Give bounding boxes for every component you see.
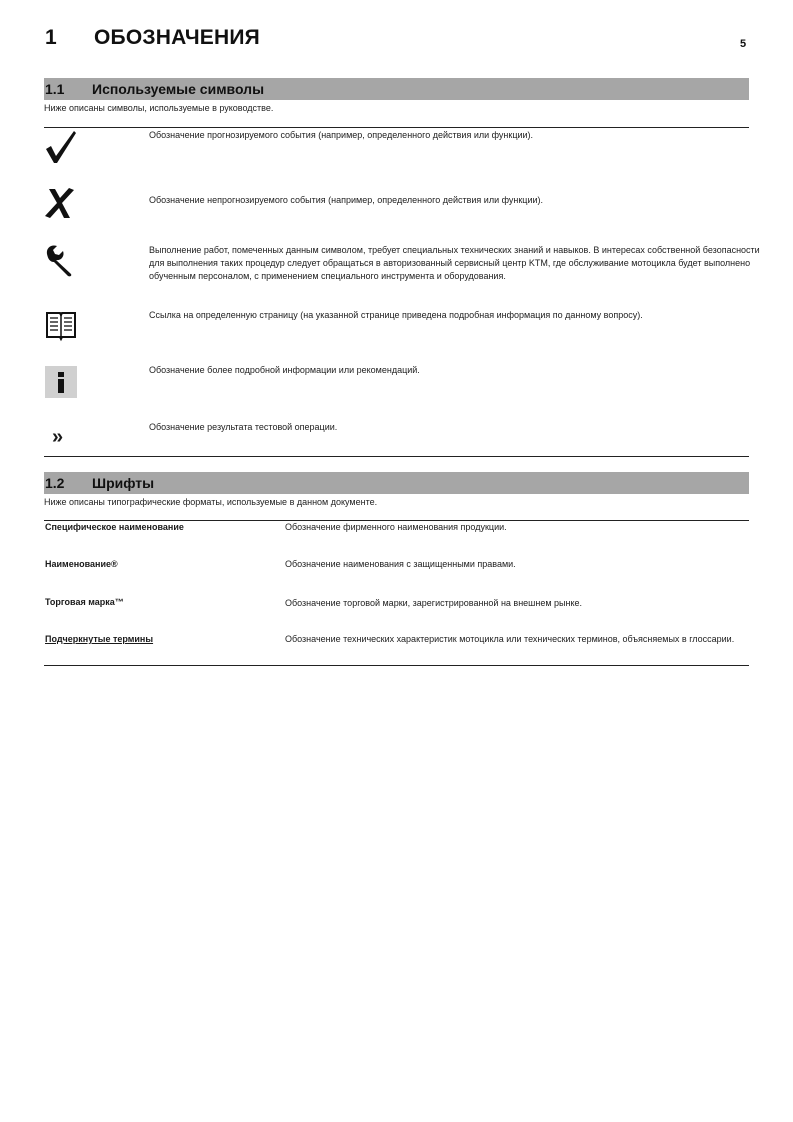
symbol-description: Обозначение прогнозируемого события (например, определенного действия или функции).: [149, 130, 534, 140]
section-title: Шрифты: [92, 475, 155, 491]
double-chevron-icon: »: [52, 426, 64, 448]
font-term: Торговая марка™: [45, 597, 124, 607]
chapter-number: 1: [45, 26, 57, 49]
font-description: Обозначение наименования с защищенными правами.: [285, 559, 516, 569]
section-intro: Ниже описаны символы, используемые в руководстве.: [44, 103, 274, 113]
font-term: Специфическое наименование: [45, 522, 184, 532]
info-icon: [43, 364, 79, 400]
font-description: Обозначение торговой марки, зарегистрированной на внешнем рынке.: [285, 598, 583, 608]
font-description: Обозначение технических характеристик мотоцикла или технических терминов, объясняемых в глоссарии.: [285, 634, 735, 644]
book-icon: [43, 307, 79, 343]
font-term: Наименование®: [45, 559, 118, 569]
section-heading-symbols: [44, 78, 749, 100]
section-intro: Ниже описаны типографические форматы, используемые в данном документе.: [44, 497, 378, 507]
chapter-title: ОБОЗНАЧЕНИЯ: [94, 26, 260, 49]
section-number: 1.2: [45, 475, 65, 491]
checkmark-icon: [43, 128, 79, 164]
symbol-description: Обозначение более подробной информации или рекомендаций.: [149, 365, 420, 375]
cross-icon: [43, 185, 79, 221]
wrench-icon: [43, 242, 79, 278]
chapter-heading: [45, 26, 260, 50]
divider: [44, 456, 749, 457]
symbol-description: Выполнение работ, помеченных данным символом, требует специальных технических знаний и навыков. В интересах собственной безопасности для выполнения таких процедур следует обращаться в авторизованный сервисный центр KTM, где обслуживание мотоцикла будет выполнено обученным персоналом, с применением специального инструмента и оборудования.: [149, 245, 760, 281]
divider: [44, 665, 749, 666]
symbol-description: Обозначение результата тестовой операции.: [149, 422, 338, 432]
section-title: Используемые символы: [92, 81, 265, 97]
symbol-description: Обозначение непрогнозируемого события (например, определенного действия или функции).: [149, 195, 544, 205]
font-term: Подчеркнутые термины: [45, 634, 154, 644]
symbol-description: Ссылка на определенную страницу (на указанной странице приведена подробная информация по данному вопросу).: [149, 310, 643, 320]
font-description: Обозначение фирменного наименования продукции.: [285, 522, 507, 532]
section-number: 1.1: [45, 81, 65, 97]
divider: [44, 127, 749, 128]
section-heading-fonts: [44, 472, 749, 494]
page-number: 5: [740, 38, 747, 50]
